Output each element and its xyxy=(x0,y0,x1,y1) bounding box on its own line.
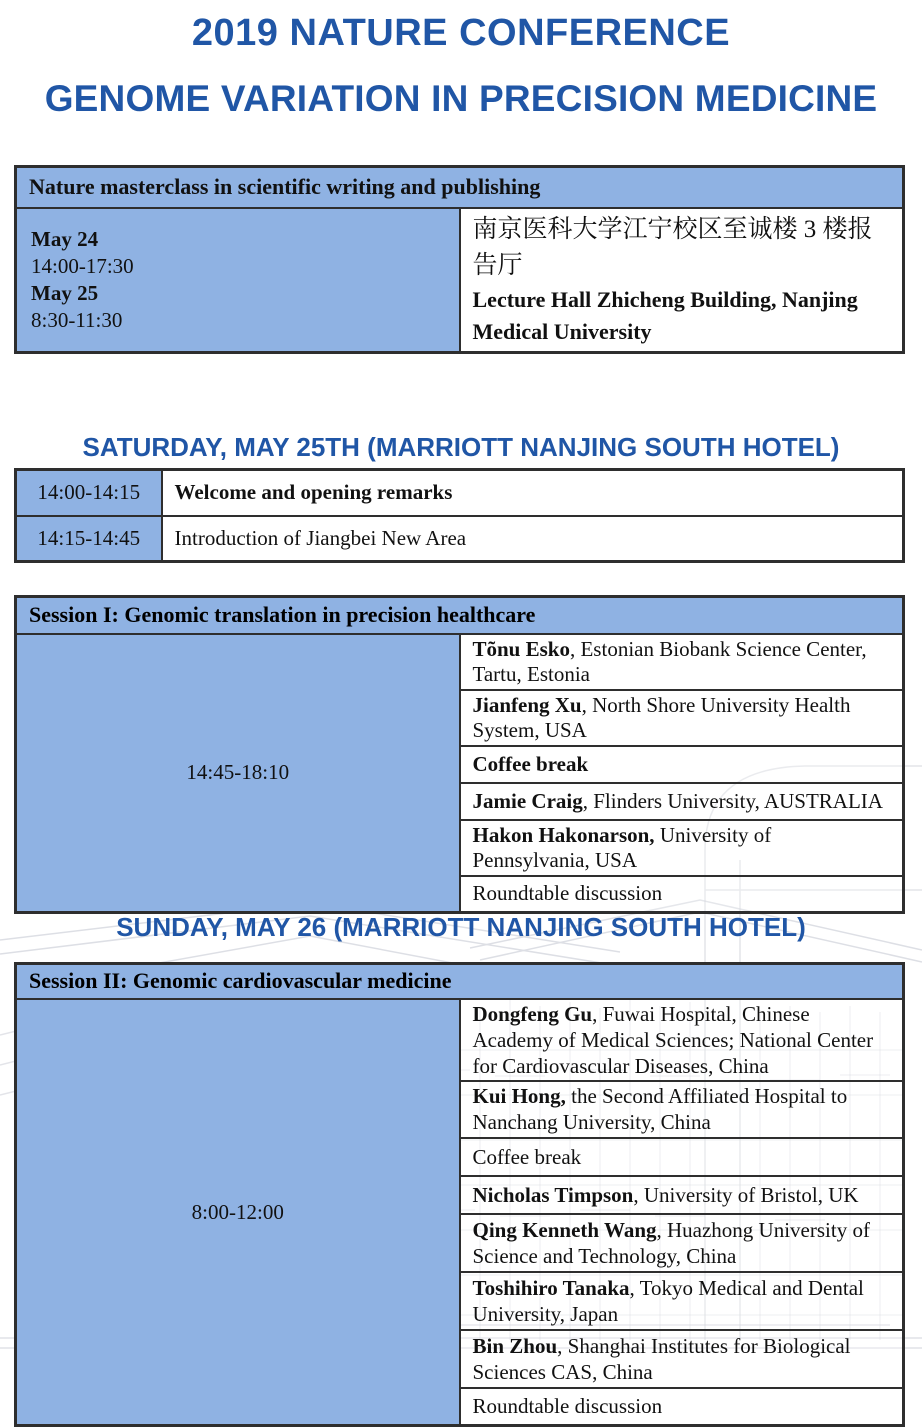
speaker-affiliation: , Tokyo Medical and Dental University, Japan xyxy=(472,1275,864,1326)
agenda-item: Introduction of Jiangbei New Area xyxy=(162,516,904,562)
page-title-line1: 2019 NATURE CONFERENCE xyxy=(191,12,731,54)
speaker-affiliation: , Huazhong University of Science and Technology, China xyxy=(472,1217,870,1268)
speaker-item xyxy=(460,1081,904,1138)
masterclass-header: Nature masterclass in scientific writing and publishing xyxy=(16,167,904,208)
page-title-line2: GENOME VARIATION IN PRECISION MEDICINE xyxy=(44,78,878,119)
speaker-name: Bin Zhou xyxy=(472,1333,558,1358)
agenda-item: Welcome and opening remarks xyxy=(162,470,904,516)
speaker-item xyxy=(460,634,904,690)
roundtable-label: Roundtable discussion xyxy=(472,881,663,906)
masterclass-date-1: May 24 xyxy=(31,226,99,251)
masterclass-schedule-cell xyxy=(16,208,460,353)
time-slot: 14:15-14:45 xyxy=(16,516,162,562)
coffee-break-item xyxy=(460,746,904,783)
coffee-break-item xyxy=(460,1138,904,1176)
speaker-item xyxy=(460,1330,904,1388)
speaker-name: Dongfeng Gu xyxy=(472,1001,593,1026)
speaker-affiliation: the Second Affiliated Hospital to Nanchang University, China xyxy=(472,1084,848,1134)
time-slot: 14:00-14:15 xyxy=(16,470,162,516)
table-row xyxy=(16,470,904,516)
roundtable-item xyxy=(460,1388,904,1426)
roundtable-item xyxy=(460,876,904,913)
speaker-affiliation: , Shanghai Institutes for Biological Sciences CAS, China xyxy=(472,1333,851,1384)
speaker-name: Toshihiro Tanaka xyxy=(472,1275,630,1300)
speaker-name: Kui Hong, xyxy=(472,1084,566,1108)
speaker-item xyxy=(460,783,904,820)
speaker-name: Qing Kenneth Wang xyxy=(472,1217,657,1242)
sunday-section-heading: SUNDAY, MAY 26 (MARRIOTT NANJING SOUTH HOTEL) xyxy=(116,912,806,942)
coffee-break-label: Coffee break xyxy=(472,1144,582,1169)
speaker-affiliation: , North Shore University Health System, USA xyxy=(472,692,851,742)
speaker-name: Hakon Hakonarson, xyxy=(472,822,655,847)
speaker-affiliation: University of Pennsylvania, USA xyxy=(472,822,772,872)
table-row xyxy=(16,634,904,690)
speaker-name: Jianfeng Xu xyxy=(472,692,582,717)
masterclass-venue-chinese: 南京医科大学江宁校区至诚楼 3 楼报告厅 xyxy=(472,215,873,279)
speaker-item xyxy=(460,999,904,1081)
speaker-item xyxy=(460,1176,904,1214)
masterclass-venue-cell xyxy=(460,208,904,353)
masterclass-time-1: 14:00-17:30 xyxy=(31,253,134,278)
session2-header: Session II: Genomic cardiovascular medicine xyxy=(16,964,904,999)
roundtable-label: Roundtable discussion xyxy=(472,1394,663,1419)
speaker-name: Tõnu Esko xyxy=(472,636,570,661)
session1-table xyxy=(14,595,905,914)
speaker-item xyxy=(460,1272,904,1330)
masterclass-venue-english: Lecture Hall Zhicheng Building, Nanjing Medical University xyxy=(472,286,858,344)
table-row xyxy=(16,999,904,1081)
masterclass-table xyxy=(14,165,905,354)
table-row xyxy=(16,516,904,562)
coffee-break-label: Coffee break xyxy=(472,751,589,776)
session2-time-slot: 8:00-12:00 xyxy=(16,999,460,1426)
speaker-name: Nicholas Timpson xyxy=(472,1182,634,1207)
speaker-item xyxy=(460,690,904,746)
saturday-opening-table xyxy=(14,468,905,563)
masterclass-time-2: 8:30-11:30 xyxy=(31,307,123,332)
saturday-section-heading: SATURDAY, MAY 25TH (MARRIOTT NANJING SOUTH HOTEL) xyxy=(82,432,840,462)
speaker-name: Jamie Craig xyxy=(472,788,583,813)
speaker-affiliation: , Fuwai Hospital, Chinese Academy of Medical Sciences; National Center for Cardiovascular Diseases, China xyxy=(472,1001,874,1078)
speaker-affiliation: , Estonian Biobank Science Center, Tartu, Estonia xyxy=(472,636,867,686)
session2-table xyxy=(14,962,905,1427)
speaker-affiliation: , Flinders University, AUSTRALIA xyxy=(582,788,883,813)
speaker-item xyxy=(460,820,904,876)
masterclass-date-2: May 25 xyxy=(31,280,99,305)
session1-time-slot: 14:45-18:10 xyxy=(16,634,460,913)
speaker-item xyxy=(460,1214,904,1272)
speaker-affiliation: , University of Bristol, UK xyxy=(633,1182,859,1207)
session1-header: Session I: Genomic translation in precision healthcare xyxy=(16,597,904,634)
